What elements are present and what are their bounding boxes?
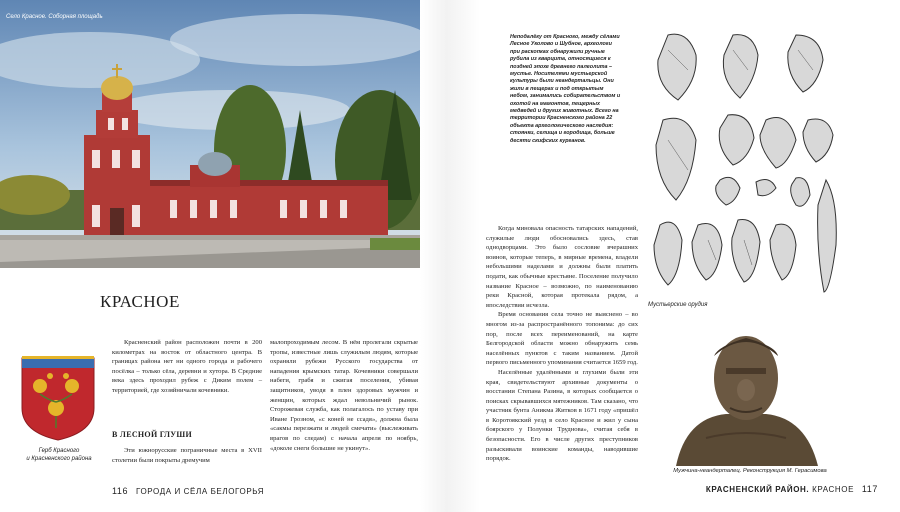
neanderthal-bust-image (646, 318, 846, 466)
book-gutter (420, 0, 480, 512)
tools-caption: Мустьерские орудия (648, 302, 708, 308)
running-head-bold: КРАСНЕНСКИЙ РАЙОН. (705, 485, 810, 494)
section-heading: В ЛЕСНОЙ ГЛУШИ (112, 430, 193, 439)
coat-of-arms-image (20, 346, 96, 442)
sidebar-text: Неподалёку от Красного, между сёлами Лесное Уколово и Шубное, археологи при раскопках обнаружили ручные рубила из кварцита, относящиеся к поздней эпохе древнего палеолита – мустье. Носителями мустьерской культуры были неандертальцы. Они жили в пещерах и под открытым небом, занимались собирательством и охотой на мамонтов, пещерных медведей и других животных. Всего на территории Красненского района 22 объекта археологического наследия: стоянки, селища и городища, больше десяти скифских курганов. (510, 34, 621, 144)
coat-caption (14, 447, 104, 463)
page-number: 116 (112, 486, 129, 496)
paragraph: Населённые удалёнными и глухими были эти края, свидетельствуют архивные документы о восстании Степана Разина, в которых сообщается о поисках скрывавшихся мятежников. Там сказано, что участник бунта Аникма Житков в 1671 году «пришёл в Коротоякский уезд в село Красное и жил у сына боярского у Полунки Труднова», считая себя в безопасности. Его в числе других преступников разыскивали воинские команды, наводившие порядок. (486, 368, 638, 463)
left-footer (112, 486, 264, 496)
paragraph: малопроходимым лесом. В нём пролегали скрытые тропы, известные лишь служилым людям, которые охраняли рубежи Русского государства от нападения крымских татар. Кочевники совершали набеги, грабя и сжигая поселения, убивая защитников, уводя в плен здоровых мужчин и женщин, которых ждал невольничий рынок. Сторожевая служба, как полагалось по уставу при Иване Грозном, «с коней не ссадя», должна была «сакмы перезжати и людей смечати» (выслеживать врагов по следам) с начала апреля по ноябрь, «доколе снеги большие не укинут». (270, 339, 418, 452)
text-column-2 (270, 338, 418, 453)
right-footer (706, 484, 878, 494)
text-column-1-continued (112, 446, 262, 465)
paragraph: Эти южнорусские пограничные места в XVII столетии были покрыты дремучим (112, 447, 262, 464)
bust-caption: Мужчина-неандерталец. Реконструкция М. Герасимова (673, 468, 827, 474)
page-number: 117 (861, 484, 878, 494)
text-column-1 (112, 338, 262, 396)
church-photo (0, 0, 420, 268)
page-title: КРАСНОЕ (100, 292, 180, 311)
right-page (480, 0, 900, 512)
left-page (0, 0, 420, 512)
running-head: ГОРОДА И СЁЛА БЕЛОГОРЬЯ (135, 487, 265, 496)
sidebar-note (510, 34, 622, 145)
photo-caption: Село Красное. Соборная площадь (6, 14, 103, 20)
paragraph: Время основания села точно не выяснено – во многом из-за распространённого топонима: до сих пор, после всех переименований, на карте Белгородской области можно обнаружить семь населённых пунктов с таким названием. Датой первого письменного упоминания считается 1659 год. (486, 311, 638, 367)
text-column-3 (486, 224, 638, 464)
paragraph: Когда миновала опасность татарских нападений, служилые люди обосновались здесь, став однодворцами. Это было сословие вчерашних воинов, которые теперь, в мирные времена, владели небольшими наделами и должны были платить подати, как обычные крестьяне. Поселение получило название Красное – возможно, по наименованию реки Красной, которая протекала рядом, а впоследствии исчезла. (486, 225, 638, 309)
paragraph: Красненский район расположен почти в 200 километрах на восток от областного центра. В границах района нет ни одного города и рабочего посёлка – только сёла, деревни и хутора. В Средние века здесь проходил рубеж с Диким полем – территорией, где хозяйничали кочевники. (112, 339, 262, 394)
mousterian-tools-illustration (648, 30, 848, 300)
coat-caption-line2: и Красненского района (26, 456, 92, 462)
running-head-light: КРАСНОЕ (812, 485, 855, 494)
coat-caption-line1: Герб Красного (38, 448, 80, 454)
